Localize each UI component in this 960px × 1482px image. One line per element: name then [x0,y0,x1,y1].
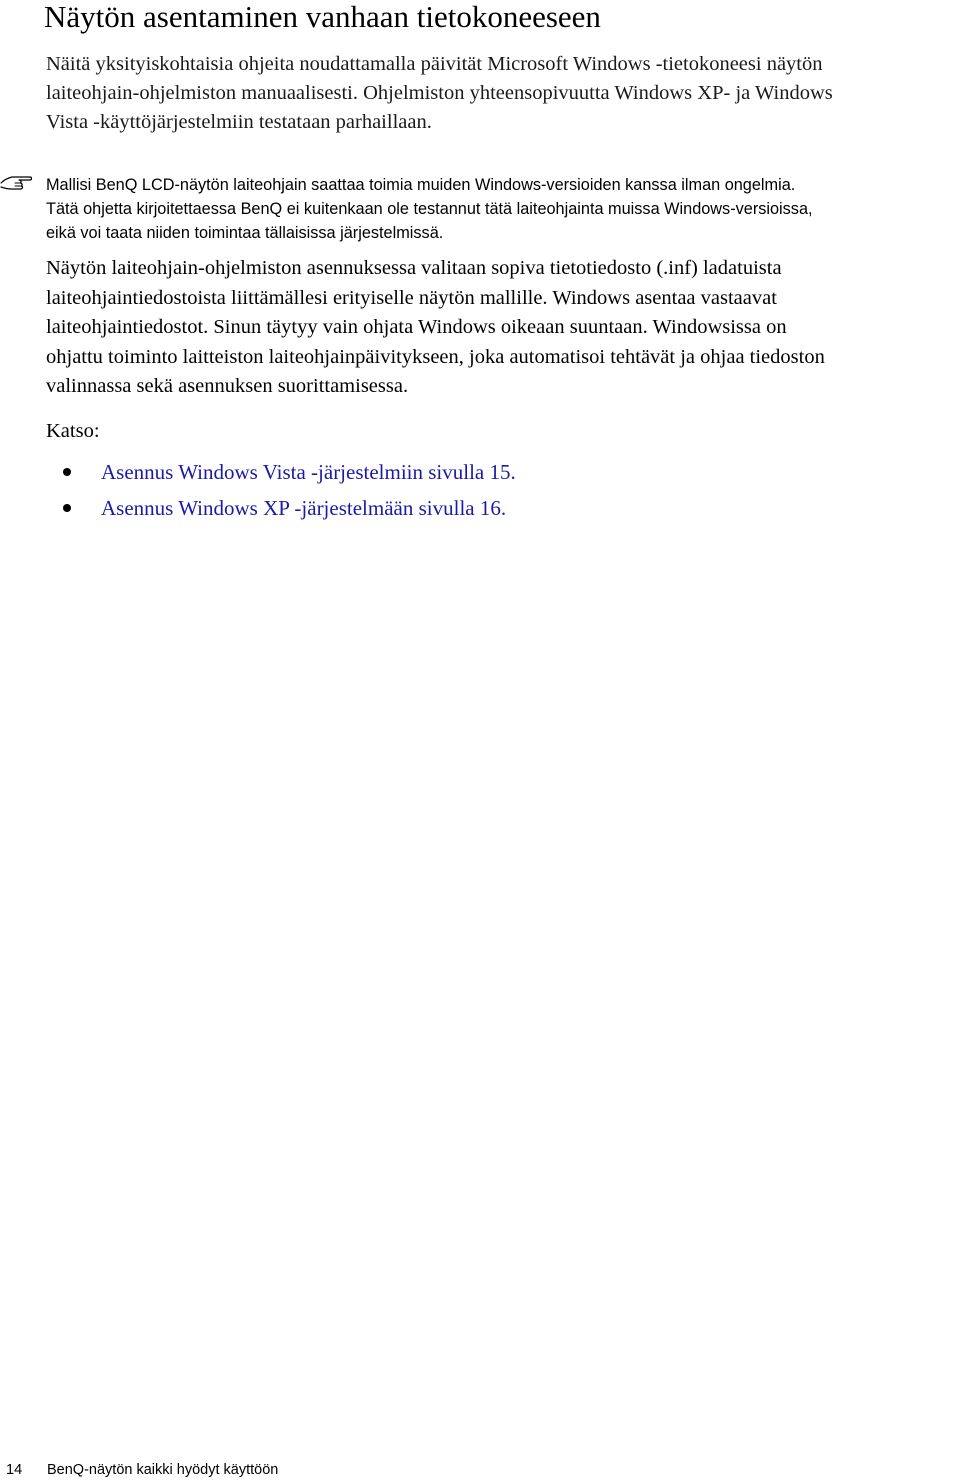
body-paragraph [46,254,958,402]
bullet-icon [63,468,71,476]
see-also-label: Katso: [46,420,100,442]
note-line: Mallisi BenQ LCD-näytön laiteohjain saattaa toimia muiden Windows-versioiden kanssa ilman ongelmia. [46,176,796,194]
list-item [0,491,960,527]
body-line: valinnassa sekä asennuksen suorittamisessa. [46,375,409,397]
link-windows-xp-install[interactable]: Asennus Windows XP -järjestelmään sivulla 16. [101,496,507,520]
list-item [0,455,960,491]
see-also-list [0,455,960,527]
link-windows-vista-install[interactable]: Asennus Windows Vista -järjestelmiin sivulla 15. [101,460,516,484]
footer-title: BenQ-näytön kaikki hyödyt käyttöön [47,1462,279,1478]
intro-line: Näitä yksityiskohtaisia ohjeita noudattamalla päivität Microsoft Windows -tietokoneesi näytön [46,53,823,75]
note-line: Tätä ohjetta kirjoitettaessa BenQ ei kuitenkaan ole testannut tätä laiteohjainta muissa Windows-versioissa, [46,200,813,218]
bullet-icon [63,504,71,512]
body-line: Näytön laiteohjain-ohjelmiston asennuksessa valitaan sopiva tietotiedosto (.inf) ladatuista [46,257,782,279]
page-title: Näytön asentaminen vanhaan tietokoneeseen [44,0,601,34]
intro-line: laiteohjain-ohjelmiston manuaalisesti. Ohjelmiston yhteensopivuutta Windows XP- ja Windows [46,82,833,104]
page-number: 14 [6,1462,23,1478]
hand-pointer-icon [0,170,34,192]
intro-paragraph [46,50,956,137]
note-text [46,173,960,245]
body-line: laiteohjaintiedostoista liittämällesi erityiselle näytön mallille. Windows asentaa vastaavat [46,286,777,309]
intro-line: Vista -käyttöjärjestelmiin testataan parhaillaan. [46,111,432,133]
body-line: ohjattu toiminto laitteiston laiteohjainpäivitykseen, joka automatisoi tehtävät ja ohjaa tiedoston [46,345,825,368]
body-line: laiteohjaintiedostot. Sinun täytyy vain ohjata Windows oikeaan suuntaan. Windowsissa on [46,316,787,338]
note-line: eikä voi taata niiden toimintaa tällaisissa järjestelmissä. [46,224,444,242]
